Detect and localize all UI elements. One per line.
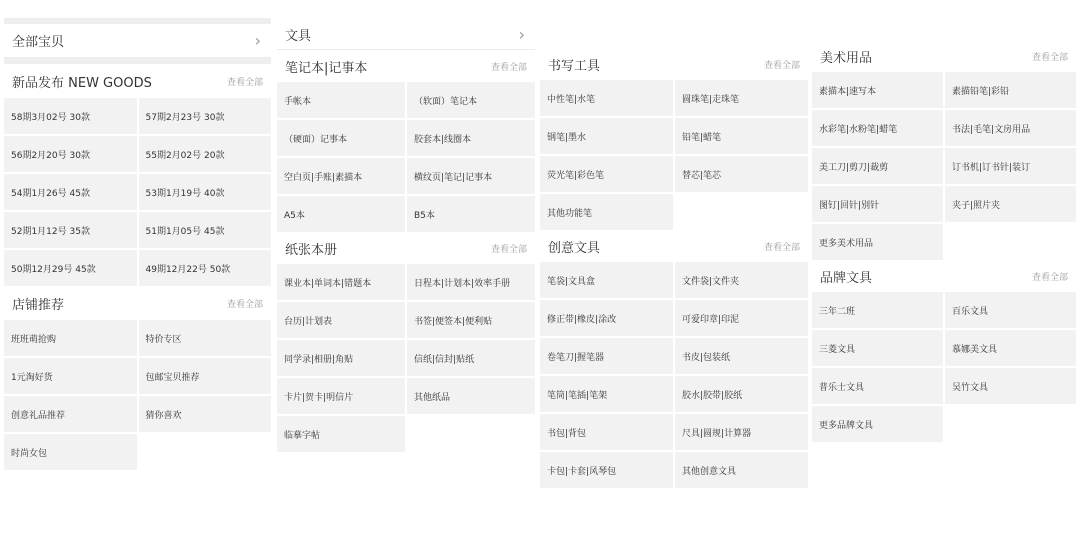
category-item[interactable]: 58期3月02号 30款	[4, 98, 137, 134]
creative-grid	[540, 262, 808, 488]
category-item[interactable]: 56期2月20号 30款	[4, 136, 137, 172]
category-item[interactable]: 54期1月26号 45款	[4, 174, 137, 210]
category-item[interactable]: 52期1月12号 35款	[4, 212, 137, 248]
paper-grid	[277, 264, 535, 452]
category-item[interactable]: 三年二班	[812, 292, 943, 328]
art-header	[812, 40, 1076, 72]
section-title: 店铺推荐	[12, 297, 65, 313]
category-item[interactable]: 普乐士文具	[812, 368, 943, 404]
column-stationery	[277, 0, 535, 452]
category-item[interactable]: 49期12月22号 50款	[139, 250, 272, 286]
see-all-link[interactable]: 查看全部	[763, 60, 800, 71]
section-title: 笔记本|记事本	[285, 60, 368, 76]
category-item[interactable]: 三菱文具	[812, 330, 943, 366]
category-item[interactable]: （软面）笔记本	[407, 82, 535, 118]
category-item[interactable]: 55期2月02号 20款	[139, 136, 272, 172]
chevron-right-icon: ›	[254, 30, 261, 50]
category-item[interactable]: 可爱印章|印泥	[675, 300, 808, 336]
category-item[interactable]: 50期12月29号 45款	[4, 250, 137, 286]
category-item[interactable]: 信纸|信封|贴纸	[407, 340, 535, 376]
section-title: 书写工具	[548, 58, 601, 74]
category-item[interactable]: 水彩笔|水粉笔|蜡笔	[812, 110, 943, 146]
stationery-label: 文具	[285, 29, 312, 44]
see-all-link[interactable]: 查看全部	[1031, 52, 1068, 63]
category-item[interactable]: 53期1月19号 40款	[139, 174, 272, 210]
category-item[interactable]: 创意礼品推荐	[4, 396, 137, 432]
category-item[interactable]: 书签|便签本|便利贴	[407, 302, 535, 338]
category-item[interactable]: 钢笔|墨水	[540, 118, 673, 154]
category-item[interactable]: 日程本|计划本|效率手册	[407, 264, 535, 300]
see-all-link[interactable]: 查看全部	[1031, 272, 1068, 283]
category-item[interactable]: （硬面）记事本	[277, 120, 405, 156]
category-item[interactable]: 其他纸品	[407, 378, 535, 414]
column-store	[4, 0, 271, 470]
category-item[interactable]: 慕娜美文具	[945, 330, 1076, 366]
category-item[interactable]: 尺具|圆规|计算器	[675, 414, 808, 450]
category-item[interactable]: 订书机|订书针|装订	[945, 148, 1076, 184]
category-item[interactable]: 笔袋|文具盒	[540, 262, 673, 298]
see-all-link[interactable]: 查看全部	[490, 244, 527, 255]
category-item[interactable]: 百乐文具	[945, 292, 1076, 328]
stationery-nav[interactable]	[277, 20, 535, 50]
category-item[interactable]: 书包|背包	[540, 414, 673, 450]
see-all-link[interactable]: 查看全部	[490, 62, 527, 73]
new-goods-grid	[4, 98, 271, 286]
category-item[interactable]: 胶套本|线圈本	[407, 120, 535, 156]
section-title: 创意文具	[548, 240, 601, 256]
category-item[interactable]: 1元淘好货	[4, 358, 137, 394]
category-item[interactable]: 猜你喜欢	[139, 396, 272, 432]
store-rec-header	[4, 286, 271, 320]
section-title: 新品发布 NEW GOODS	[12, 75, 152, 91]
brand-grid	[812, 292, 1076, 442]
category-item[interactable]: 时尚女包	[4, 434, 137, 470]
category-item[interactable]: 51期1月05号 45款	[139, 212, 272, 248]
category-item[interactable]: 57期2月23号 30款	[139, 98, 272, 134]
notebooks-grid	[277, 82, 535, 232]
category-item[interactable]: 书法|毛笔|文房用品	[945, 110, 1076, 146]
category-item[interactable]: 中性笔|水笔	[540, 80, 673, 116]
category-item[interactable]: 书皮|包装纸	[675, 338, 808, 374]
category-item[interactable]: 其他功能笔	[540, 194, 673, 230]
category-item[interactable]: 圆珠笔|走珠笔	[675, 80, 808, 116]
category-item[interactable]: 卷笔刀|握笔器	[540, 338, 673, 374]
category-item[interactable]: 图钉|回针|别针	[812, 186, 943, 222]
store-rec-grid	[4, 320, 271, 470]
category-item[interactable]: 卡包|卡套|风琴包	[540, 452, 673, 488]
category-item[interactable]: 笔筒|笔插|笔架	[540, 376, 673, 412]
art-grid	[812, 72, 1076, 260]
category-item[interactable]: 美工刀|剪刀|裁剪	[812, 148, 943, 184]
category-item[interactable]: 临摹字帖	[277, 416, 405, 452]
column-writing	[540, 0, 808, 488]
category-item[interactable]: 班班萌抢购	[4, 320, 137, 356]
category-item[interactable]: 素描铅笔|彩铅	[945, 72, 1076, 108]
writing-grid	[540, 80, 808, 230]
category-item[interactable]: 更多品牌文具	[812, 406, 943, 442]
column-art	[812, 0, 1076, 442]
category-item[interactable]: A5本	[277, 196, 405, 232]
section-title: 纸张本册	[285, 242, 338, 258]
category-item[interactable]: 替芯|笔芯	[675, 156, 808, 192]
creative-header	[540, 230, 808, 262]
category-item[interactable]: B5本	[407, 196, 535, 232]
category-item[interactable]: 空白页|手账|素描本	[277, 158, 405, 194]
writing-header	[540, 48, 808, 80]
section-title: 美术用品	[820, 50, 873, 66]
category-item[interactable]: 吴竹文具	[945, 368, 1076, 404]
category-item[interactable]: 台历|计划表	[277, 302, 405, 338]
category-item[interactable]: 其他创意文具	[675, 452, 808, 488]
category-item[interactable]: 素描本|速写本	[812, 72, 943, 108]
category-item[interactable]: 特价专区	[139, 320, 272, 356]
new-goods-header	[4, 64, 271, 98]
paper-header	[277, 232, 535, 264]
chevron-right-icon: ›	[518, 24, 525, 44]
category-item[interactable]: 卡片|贺卡|明信片	[277, 378, 405, 414]
category-item[interactable]: 荧光笔|彩色笔	[540, 156, 673, 192]
brand-header	[812, 260, 1076, 292]
category-item[interactable]: 胶水|胶带|胶纸	[675, 376, 808, 412]
category-item[interactable]: 手帐本	[277, 82, 405, 118]
category-item[interactable]: 文件袋|文件夹	[675, 262, 808, 298]
category-item[interactable]: 包邮宝贝推荐	[139, 358, 272, 394]
category-item[interactable]: 更多美术用品	[812, 224, 943, 260]
all-items-label: 全部宝贝	[12, 35, 65, 50]
category-item[interactable]: 修正带|橡皮|涂改	[540, 300, 673, 336]
category-item[interactable]: 同学录|相册|角贴	[277, 340, 405, 376]
see-all-link[interactable]: 查看全部	[226, 77, 263, 88]
category-item[interactable]: 课业本|单词本|错题本	[277, 264, 405, 300]
section-title: 品牌文具	[820, 270, 873, 286]
see-all-link[interactable]: 查看全部	[226, 299, 263, 310]
category-item[interactable]: 夹子|照片夹	[945, 186, 1076, 222]
see-all-link[interactable]: 查看全部	[763, 242, 800, 253]
category-item[interactable]: 铅笔|蜡笔	[675, 118, 808, 154]
category-item[interactable]: 横纹页|笔记|记事本	[407, 158, 535, 194]
all-items-link[interactable]	[4, 24, 271, 58]
notebooks-header	[277, 50, 535, 82]
